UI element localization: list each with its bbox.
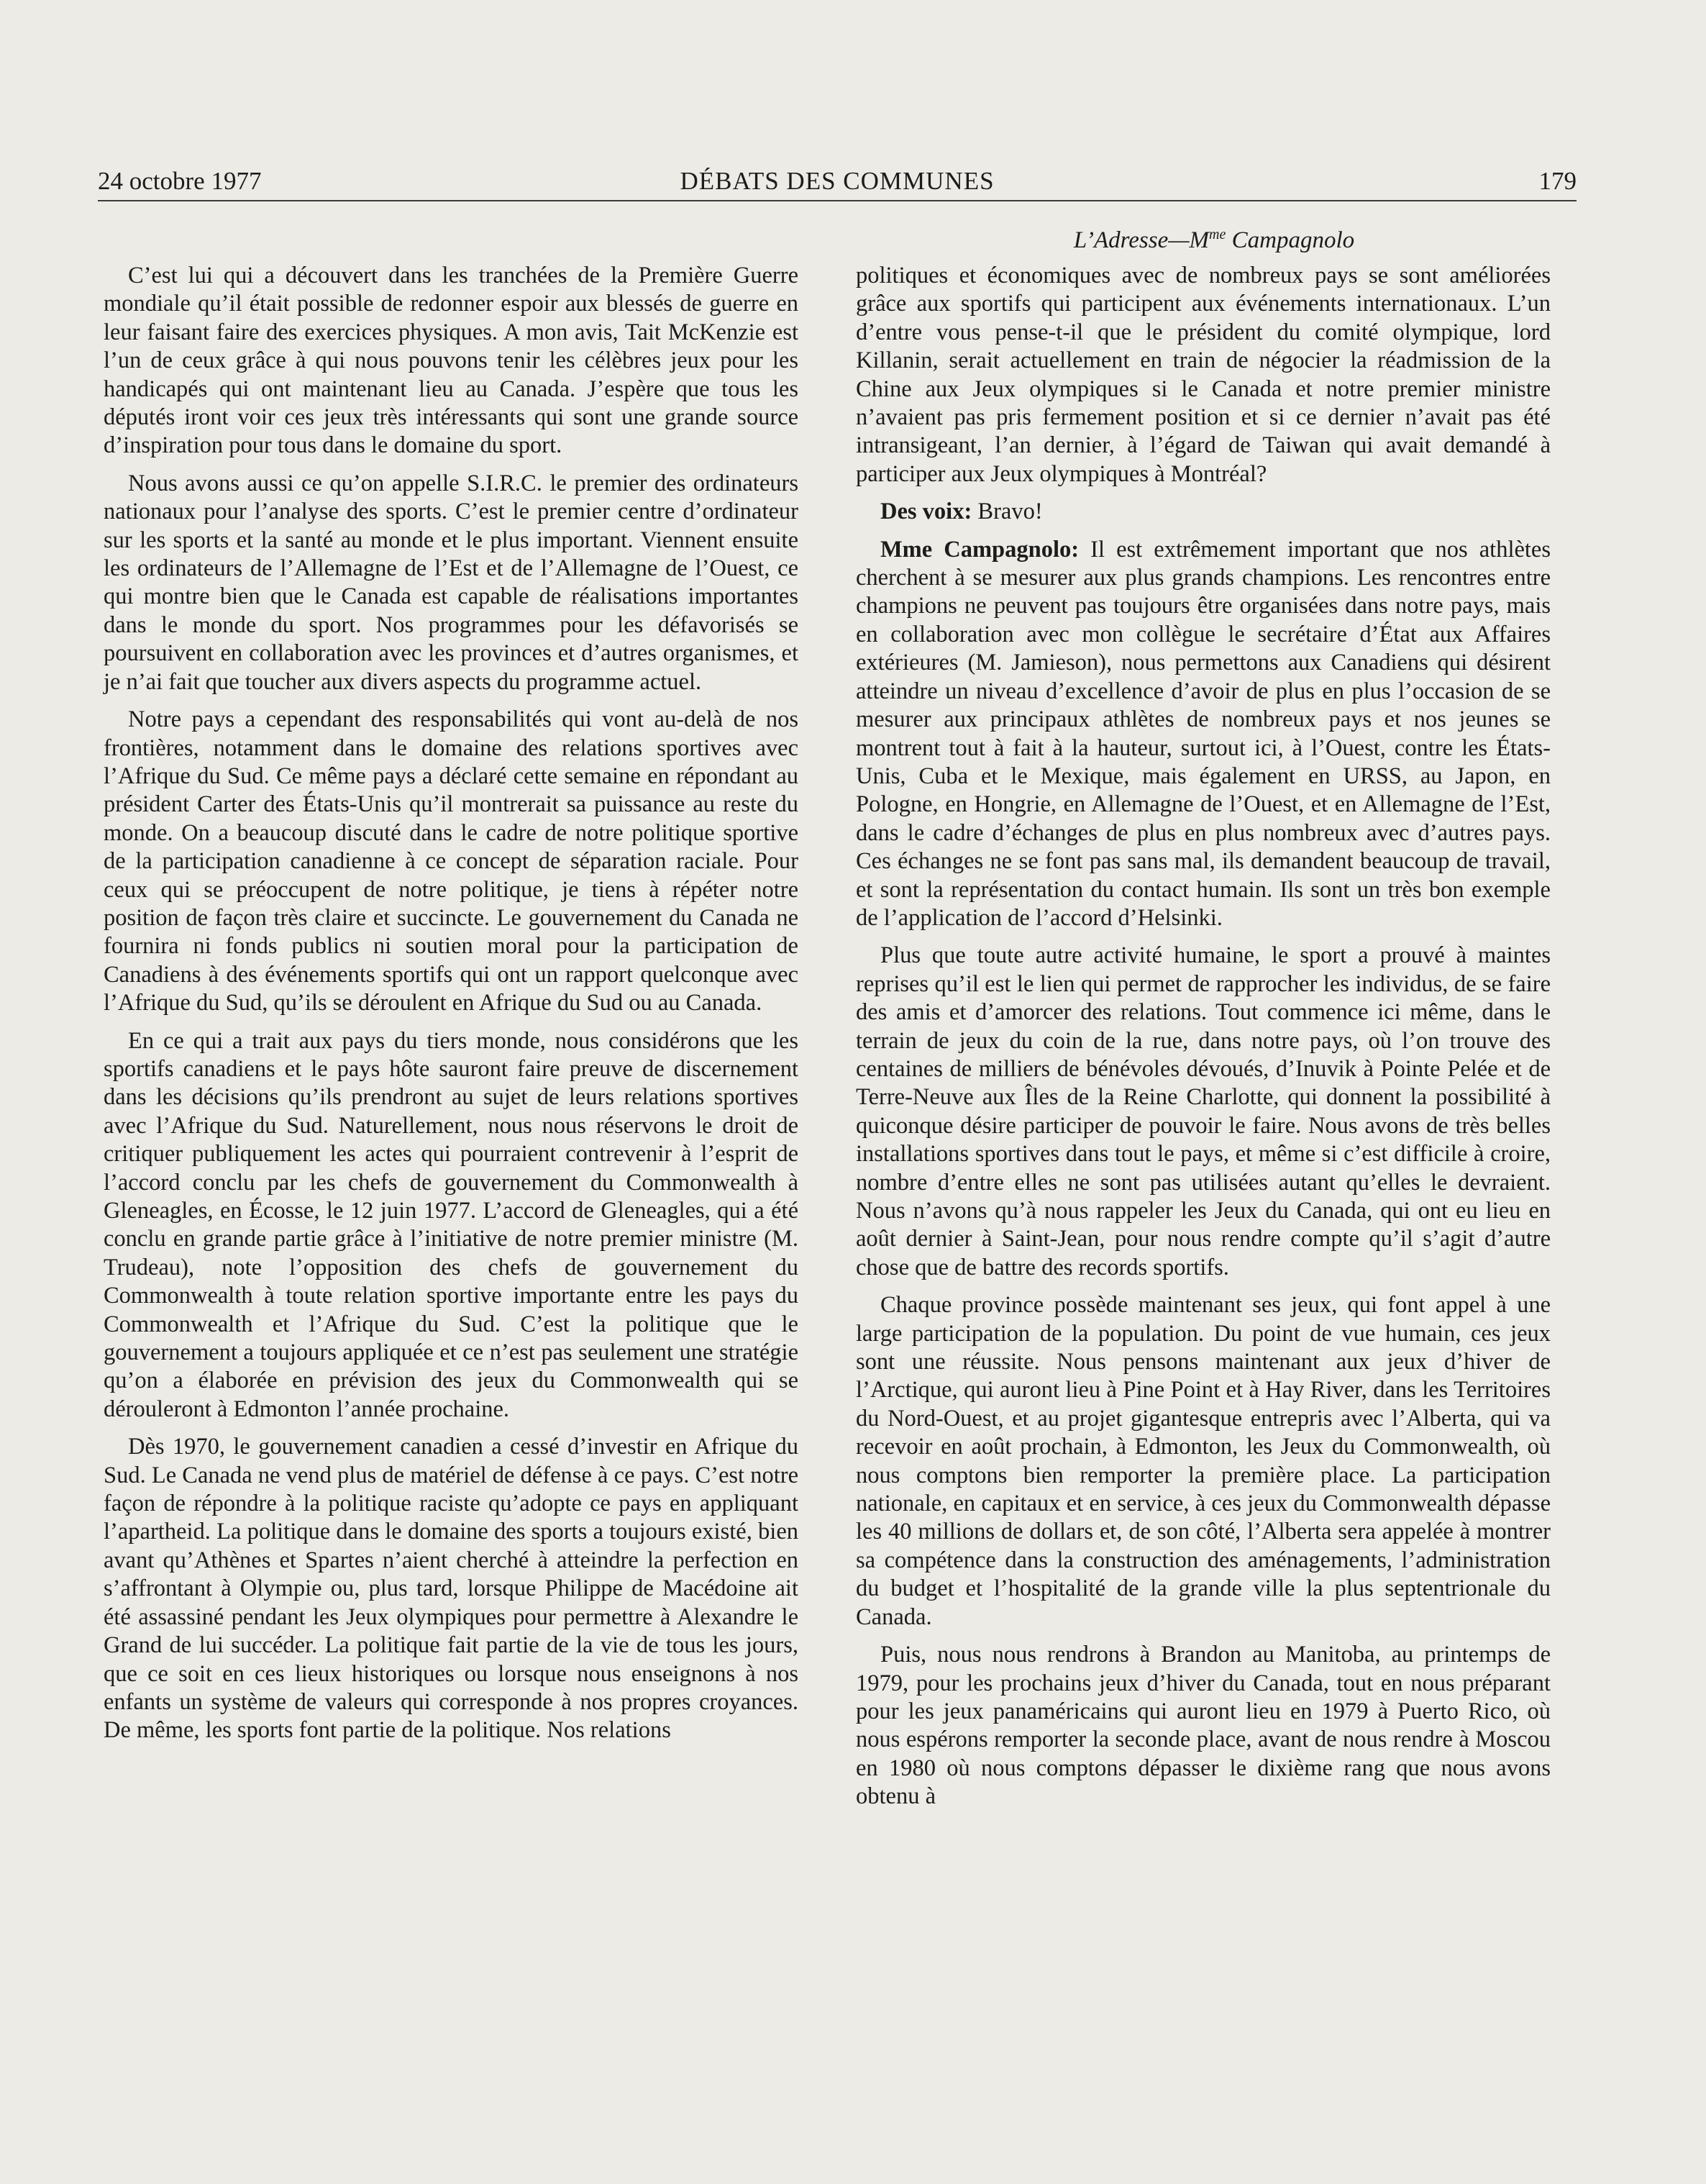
interjection-text: Bravo! bbox=[972, 499, 1043, 525]
paragraph-continuation: politiques et économiques avec de nombreux pays se sont améliorées grâce aux sportifs qui participent aux événements internationaux. L’un d’entre vous pense-t-il que le président du comité olympique, lord Killanin, serait actuellement en train de négocier la réadmission de la Chine aux Jeux olympiques si le Canada et notre premier ministre n’avaient pas pris fermement position et si ce dernier n’avait pas été intransigeant, l’an dernier, à l’égard de Taiwan qui avait demandé à participer aux Jeux olympiques à Montréal? bbox=[856, 263, 1551, 487]
running-head-superscript: me bbox=[1209, 227, 1226, 242]
paragraph: Dès 1970, le gouvernement canadien a cessé d’investir en Afrique du Sud. Le Canada ne vend plus de matériel de défense à ce pays. C’est notre façon de répondre à la politique raciste qu’adopte ce pays en appliquant l’apartheid. La politique dans le domaine des sports a toujours existé, bien avant qu’Athènes et Spartes n’aient cherché à atteindre la perfection en s’affrontant à Olympie ou, plus tard, lorsque Philippe de Macédoine ait été assassiné pendant les Jeux olympiques pour permettre à Alexandre le Grand de lui succéder. La politique fait partie de la vie de tous les jours, que ce soit en ces lieux historiques ou lorsque nous enseignons à nos enfants un système de valeurs qui corresponde à nos propres croyances. De même, les sports font partie de la politique. Nos relations bbox=[104, 1434, 798, 1744]
running-head-name: Campagnolo bbox=[1226, 227, 1355, 253]
paragraph: Plus que toute autre activité humaine, le sport a prouvé à maintes reprises qu’il est le lien qui permet de rapprocher les individus, de se faire des amis et d’amorcer des relations. Tout commence ici même, dans le terrain de jeux du coin de la rue, dans notre pays, où l’on trouve des centaines de milliers de bénévoles dévoués, d’Inuvik à Pointe Pelée et de Terre-Neuve aux Îles de la Reine Charlotte, qui donnent la possibilité à quiconque désire participer de pouvoir le faire. Nous avons de très belles installations sportives dans tout le pays, et même si c’est difficile à croire, nombre d’entre elles ne sont pas utilisées autant qu’elles le devraient. Nous n’avons qu’à nous rappeler les Jeux du Canada, qui ont eu lieu en août dernier à Saint-Jean, pour nous rendre compte qu’il s’agit d’autre chose que de battre des records sportifs. bbox=[856, 942, 1551, 1280]
paragraph: Chaque province possède maintenant ses jeux, qui font appel à une large participation de la population. Du point de vue humain, ces jeux sont une réussite. Nous pensons maintenant aux jeux d’hiver de l’Arctique, qui auront lieu à Pine Point et à Hay River, dans les Territoires du Nord-Ouest, et au projet gigantesque entrepris avec l’Alberta, qui va recevoir en août prochain, à Edmonton, les Jeux du Commonwealth, où nous comptons bien remporter la première place. La participation nationale, en capitaux et en service, à ces jeux du Commonwealth dépasse les 40 millions de dollars et, de son côté, l’Alberta sera appelée à montrer sa compétence dans la construction des aménagements, l’administration du budget et l’hospitalité de la grande ville la plus septentrionale du Canada. bbox=[856, 1292, 1551, 1630]
right-column bbox=[856, 262, 1551, 1821]
speaker-name: Des voix: bbox=[880, 499, 972, 525]
speech bbox=[856, 536, 1551, 933]
left-column bbox=[104, 262, 798, 1755]
paragraph: Puis, nous nous rendrons à Brandon au Manitoba, au printemps de 1979, pour les prochains jeux d’hiver du Canada, tout en nous préparant pour les jeux panaméricains qui auront lieu en 1979 à Puerto Rico, où nous espérons remporter la seconde place, avant de nous rendre à Moscou en 1980 où nous comptons dépasser le dixième rang que nous avons obtenu à bbox=[856, 1642, 1551, 1810]
speaker-name: Mme Campagnolo: bbox=[880, 536, 1080, 563]
paragraph: Nous avons aussi ce qu’on appelle S.I.R.C. le premier des ordinateurs nationaux pour l’analyse des sports. C’est le premier centre d’ordinateur sur les sports et la santé au monde et le plus important. Viennent ensuite les ordinateurs de l’Allemagne de l’Est et de l’Allemagne de l’Ouest, ce qui montre bien que le Canada est capable de réalisations importantes dans le monde du sport. Nos programmes pour les défavorisés se poursuivent en collaboration avec les provinces et d’autres organismes, et je n’ai fait que toucher aux divers aspects du programme actuel. bbox=[104, 470, 798, 695]
page-number: 179 bbox=[1538, 167, 1577, 195]
header-date: 24 octobre 1977 bbox=[98, 167, 262, 195]
paragraph: Notre pays a cependant des responsabilités qui vont au-delà de nos frontières, notamment dans le domaine des relations sportives avec l’Afrique du Sud. Ce même pays a déclaré cette semaine en répondant au président Carter des États-Unis qu’il montrerait sa puissance au reste du monde. On a beaucoup discuté dans le cadre de notre politique sportive de la participation canadienne à ce concept de séparation raciale. Pour ceux qui se préoccupent de notre politique, je tiens à répéter notre position de façon très claire et succincte. Le gouvernement du Canada ne fournira ni fonds publics ni soutien moral pour la participation de Canadiens à des événements sportifs qui ont un rapport quelconque avec l’Afrique du Sud, qu’ils se déroulent en Afrique du Sud ou au Canada. bbox=[104, 706, 798, 1016]
interjection bbox=[856, 498, 1551, 526]
page-header bbox=[98, 165, 1577, 197]
header-rule bbox=[98, 200, 1577, 201]
header-title: DÉBATS DES COMMUNES bbox=[680, 167, 995, 195]
running-head bbox=[854, 220, 1574, 255]
paragraph: C’est lui qui a découvert dans les tranchées de la Première Guerre mondiale qu’il était possible de redonner espoir aux blessés de guerre en leur faisant faire des exercices physiques. A mon avis, Tait McKenzie est l’un de ceux grâce à qui nous pouvons tenir les célèbres jeux pour les handicapés qui ont maintenant lieu au Canada. J’espère que tous les députés iront voir ces jeux très intéressants qui sont une grande source d’inspiration pour tous dans le domaine du sport. bbox=[104, 263, 798, 459]
paragraph: En ce qui a trait aux pays du tiers monde, nous considérons que les sportifs canadiens et le pays hôte sauront faire preuve de discernement dans les décisions qu’ils prendront au sujet de leurs relations sportives avec l’Afrique du Sud. Naturellement, nous nous réservons le droit de critiquer publiquement les actes qui pourraient contrevenir à l’esprit de l’accord conclu par les chefs de gouvernement du Commonwealth à Gleneagles, en Écosse, le 12 juin 1977. L’accord de Gleneagles, qui a été conclu en grande partie grâce à l’initiative de notre premier ministre (M. Trudeau), note l’opposition des chefs de gouvernement du Commonwealth à toute relation sportive importante entre les pays du Commonwealth et l’Afrique du Sud. C’est la politique que le gouvernement a toujours appliquée et ce n’est pas seulement une stratégie qu’on a élaborée en prévision des jeux du Commonwealth qui se dérouleront à Edmonton l’année prochaine. bbox=[104, 1027, 798, 1422]
speech-text: Il est extrêmement important que nos athlètes cherchent à se mesurer aux plus grands champions. Les rencontres entre champions ne peuvent pas toujours être organisées dans notre pays, mais en collaboration avec mon collègue le secrétaire d’État aux Affaires extérieures (M. Jamieson), nous permettons aux Canadiens qui désirent atteindre un niveau d’excellence d’avoir de plus en plus l’occasion de se mesurer aux principaux athlètes de nombreux pays et nos jeunes se montrent tout à fait à la hauteur, surtout ici, à l’Ouest, contre les États-Unis, Cuba et le Mexique, mais également en URSS, au Japon, en Pologne, en Hongrie, en Allemagne de l’Ouest, et en Allemagne de l’Est, dans le cadre d’échanges de plus en plus nombreux avec d’autres pays. Ces échanges ne se font pas sans mal, ils demandent beaucoup de travail, et sont la représentation du contact humain. Ils sont un très bon exemple de l’application de l’accord d’Helsinki. bbox=[856, 536, 1551, 931]
running-head-prefix: L’Adresse—M bbox=[1073, 227, 1210, 253]
